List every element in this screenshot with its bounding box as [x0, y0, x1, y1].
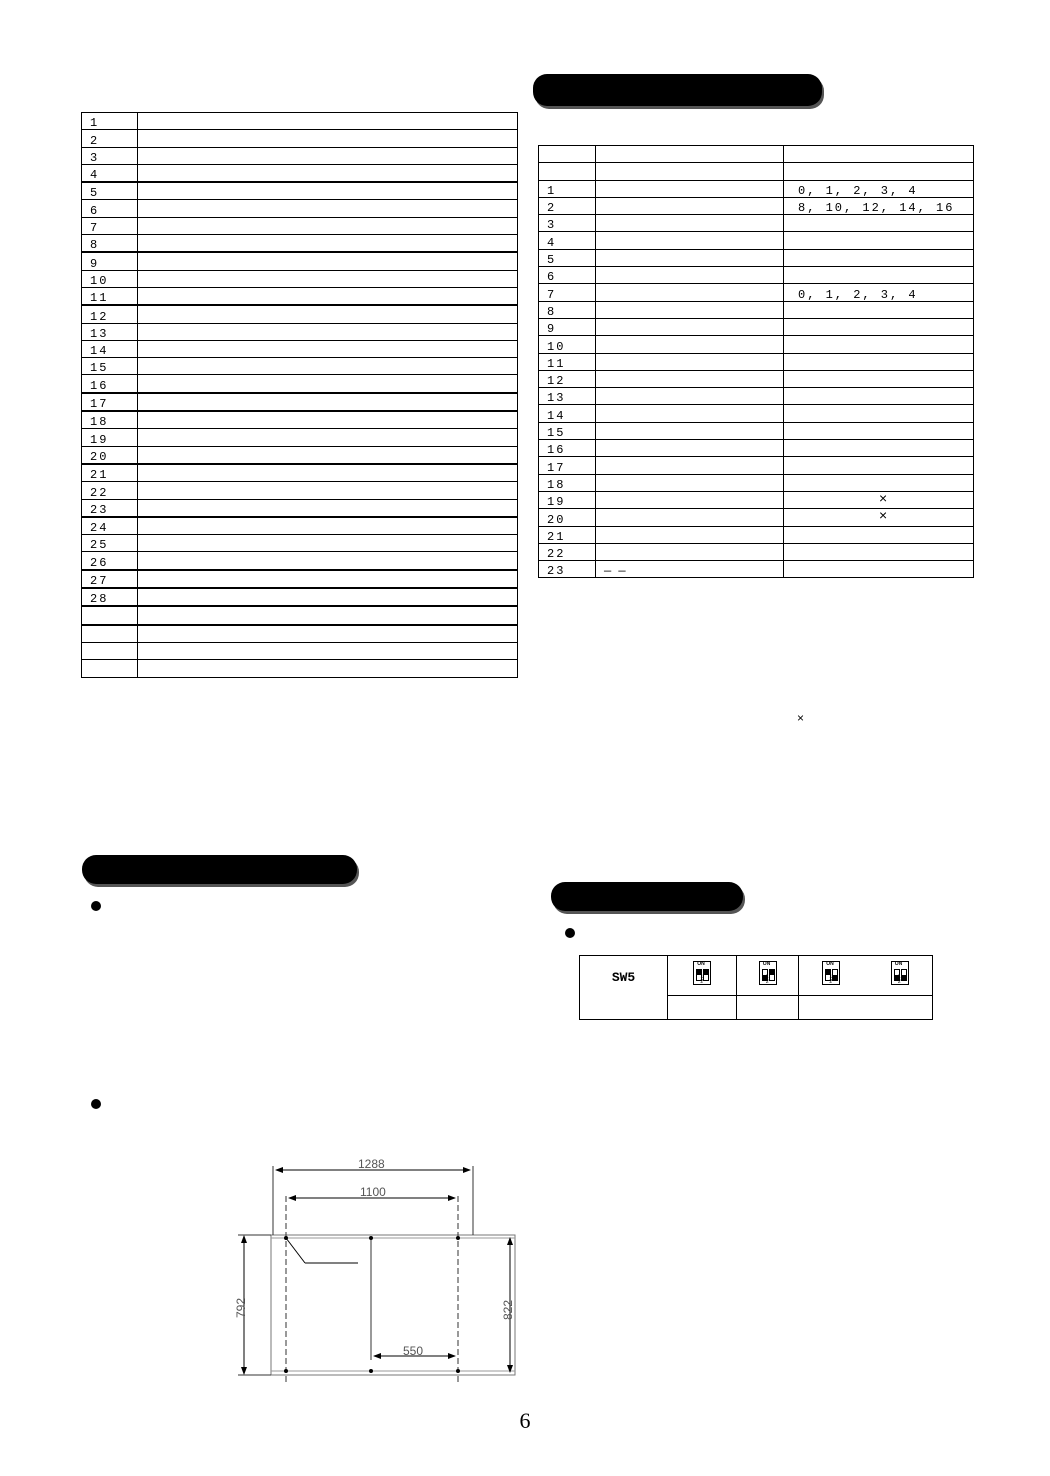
table-row	[539, 301, 974, 318]
row-number: 20	[82, 446, 138, 464]
row-number: 18	[82, 411, 138, 429]
row-number: 19	[539, 491, 596, 508]
row-number: 5	[82, 182, 138, 200]
table-row	[82, 323, 518, 340]
x-mark-icon: ×	[879, 490, 888, 506]
row-description	[138, 625, 518, 643]
row-number: 11	[539, 353, 596, 370]
table-row	[539, 249, 974, 266]
row-description	[138, 393, 518, 411]
table-row	[82, 287, 518, 305]
row-number	[82, 625, 138, 643]
row-description	[138, 499, 518, 517]
row-parameter	[596, 180, 784, 197]
row-parameter	[596, 215, 784, 232]
table-row	[82, 358, 518, 375]
row-parameter	[596, 526, 784, 543]
row-value	[784, 457, 974, 474]
table-row	[539, 353, 974, 370]
table-row	[82, 606, 518, 624]
table-row	[539, 405, 974, 422]
table-row	[82, 235, 518, 253]
table-row	[539, 543, 974, 560]
row-number: 19	[82, 429, 138, 446]
row-value	[784, 526, 974, 543]
row-number: 17	[82, 393, 138, 411]
row-description	[138, 660, 518, 677]
row-parameter	[596, 146, 784, 163]
table-row	[82, 113, 518, 130]
row-description	[138, 411, 518, 429]
row-description	[138, 200, 518, 217]
table-row	[82, 570, 518, 588]
row-number: 17	[539, 457, 596, 474]
row-description	[138, 305, 518, 323]
row-number: 3	[82, 147, 138, 164]
row-description	[138, 517, 518, 535]
row-number: 4	[82, 164, 138, 182]
table-row	[82, 535, 518, 552]
row-parameter	[596, 318, 784, 335]
row-description	[138, 482, 518, 499]
row-value	[784, 405, 974, 422]
dip-switch-icon: ON 1 2	[822, 961, 840, 985]
row-value	[784, 267, 974, 284]
row-number	[82, 642, 138, 659]
row-description	[138, 552, 518, 570]
table-row	[82, 660, 518, 677]
mounting-dimension-drawing	[220, 1150, 530, 1390]
row-number: 1	[82, 113, 138, 130]
row-parameter: — —	[596, 561, 784, 578]
row-description	[138, 535, 518, 552]
dimension-label: 1288	[358, 1157, 385, 1171]
table-row	[82, 429, 518, 446]
row-number: 27	[82, 570, 138, 588]
row-number: 21	[539, 526, 596, 543]
row-parameter	[596, 474, 784, 491]
row-value: 0, 1, 2, 3, 4	[784, 180, 974, 197]
row-number: 13	[82, 323, 138, 340]
row-parameter	[596, 249, 784, 266]
row-description	[138, 340, 518, 357]
row-value	[784, 163, 974, 180]
row-number: 23	[82, 499, 138, 517]
row-value	[784, 146, 974, 163]
dimension-label: 1100	[360, 1185, 386, 1199]
table-row	[539, 284, 974, 301]
row-description	[138, 606, 518, 624]
row-value	[784, 318, 974, 335]
row-description	[138, 464, 518, 482]
row-number: 4	[539, 232, 596, 249]
row-number: 15	[539, 422, 596, 439]
row-description	[138, 570, 518, 588]
row-value: 8, 10, 12, 14, 16	[784, 197, 974, 214]
dip-switch-icon: ON 1 2	[759, 961, 777, 985]
table-row	[539, 180, 974, 197]
table-row	[82, 375, 518, 393]
table-row	[539, 146, 974, 163]
x-mark-icon: ×	[879, 507, 888, 523]
row-parameter	[596, 232, 784, 249]
row-number: 13	[539, 388, 596, 405]
row-description	[138, 446, 518, 464]
row-parameter	[596, 336, 784, 353]
row-description	[138, 235, 518, 253]
row-value	[784, 353, 974, 370]
row-description	[138, 287, 518, 305]
row-number: 9	[539, 318, 596, 335]
row-parameter	[596, 267, 784, 284]
table-row	[82, 270, 518, 287]
row-number: 18	[539, 474, 596, 491]
row-parameter	[596, 388, 784, 405]
row-number: 10	[82, 270, 138, 287]
row-number: 22	[82, 482, 138, 499]
table-row	[539, 509, 974, 526]
table-row	[539, 457, 974, 474]
section-heading-bar	[533, 74, 822, 106]
row-parameter	[596, 197, 784, 214]
row-number: 11	[82, 287, 138, 305]
row-value	[784, 388, 974, 405]
row-number: 23	[539, 561, 596, 578]
row-description	[138, 323, 518, 340]
row-number: 14	[539, 405, 596, 422]
table-row	[539, 267, 974, 284]
table-row	[539, 232, 974, 249]
table-row	[539, 526, 974, 543]
table-row	[539, 388, 974, 405]
row-number: 22	[539, 543, 596, 560]
row-parameter	[596, 370, 784, 387]
table-row	[539, 422, 974, 439]
table-row	[82, 446, 518, 464]
table-row	[82, 252, 518, 270]
row-value	[784, 215, 974, 232]
row-parameter	[596, 491, 784, 508]
row-number: 16	[539, 440, 596, 457]
dip-switch-icon: ON 1 2	[693, 961, 711, 985]
row-description	[138, 164, 518, 182]
row-number: 12	[82, 305, 138, 323]
row-value	[784, 440, 974, 457]
table-row	[539, 370, 974, 387]
table-row	[82, 182, 518, 200]
x-mark-icon: ×	[797, 711, 805, 725]
table-row	[82, 625, 518, 643]
table-row	[539, 440, 974, 457]
row-description	[138, 429, 518, 446]
row-number: 16	[82, 375, 138, 393]
row-number: 15	[82, 358, 138, 375]
row-parameter	[596, 284, 784, 301]
row-description	[138, 642, 518, 659]
row-number: 25	[82, 535, 138, 552]
row-number: 2	[82, 130, 138, 147]
table-row	[82, 588, 518, 606]
table-row	[539, 474, 974, 491]
row-description	[138, 588, 518, 606]
row-number: 21	[82, 464, 138, 482]
bullet-icon	[91, 901, 101, 911]
row-value	[784, 370, 974, 387]
row-value	[784, 561, 974, 578]
sw5-dip-switch-table	[579, 955, 933, 1020]
row-description	[138, 130, 518, 147]
row-number: 9	[82, 252, 138, 270]
table-row	[82, 499, 518, 517]
row-number: 14	[82, 340, 138, 357]
table-row	[82, 552, 518, 570]
row-parameter	[596, 543, 784, 560]
row-value	[784, 249, 974, 266]
table-row	[82, 147, 518, 164]
row-value	[784, 336, 974, 353]
row-parameter	[596, 163, 784, 180]
page-number: 6	[519, 1408, 531, 1433]
table-row	[82, 464, 518, 482]
row-value	[784, 543, 974, 560]
table-row	[82, 130, 518, 147]
table-row	[82, 517, 518, 535]
table-row	[82, 411, 518, 429]
row-number: 6	[82, 200, 138, 217]
row-number: 7	[539, 284, 596, 301]
dimension-label: 550	[403, 1344, 424, 1358]
row-value	[784, 474, 974, 491]
table-row	[539, 318, 974, 335]
row-number: 2	[539, 197, 596, 214]
left-parts-table	[81, 112, 518, 678]
bullet-icon	[91, 1099, 101, 1109]
table-row	[539, 561, 974, 578]
table-row	[82, 200, 518, 217]
row-description	[138, 252, 518, 270]
row-number: 12	[539, 370, 596, 387]
row-value	[784, 232, 974, 249]
row-value: 0, 1, 2, 3, 4	[784, 284, 974, 301]
row-number	[539, 146, 596, 163]
table-row	[539, 163, 974, 180]
row-number: 10	[539, 336, 596, 353]
bullet-icon	[565, 928, 575, 938]
row-number: 24	[82, 517, 138, 535]
table-row	[82, 482, 518, 499]
right-parameter-table	[538, 145, 974, 578]
row-parameter	[596, 353, 784, 370]
row-number: 1	[539, 180, 596, 197]
row-number	[82, 606, 138, 624]
row-parameter	[596, 509, 784, 526]
row-description	[138, 358, 518, 375]
row-number: 3	[539, 215, 596, 232]
dimension-label: 822	[501, 1299, 515, 1320]
table-row	[82, 642, 518, 659]
row-parameter	[596, 422, 784, 439]
table-row	[539, 491, 974, 508]
row-description	[138, 147, 518, 164]
section-heading-bar	[82, 855, 357, 884]
table-row	[539, 197, 974, 214]
section-heading-bar	[551, 882, 743, 911]
row-number: 5	[539, 249, 596, 266]
row-parameter	[596, 301, 784, 318]
row-number: 8	[539, 301, 596, 318]
table-row	[82, 217, 518, 234]
row-parameter	[596, 405, 784, 422]
row-description	[138, 182, 518, 200]
row-parameter	[596, 457, 784, 474]
row-value	[784, 422, 974, 439]
row-number	[82, 660, 138, 677]
row-number: 7	[82, 217, 138, 234]
dimension-label: 792	[234, 1297, 248, 1318]
row-description	[138, 375, 518, 393]
row-number: 6	[539, 267, 596, 284]
row-description	[138, 270, 518, 287]
row-number	[539, 163, 596, 180]
row-number: 26	[82, 552, 138, 570]
dip-switch-icon: ON 1 2	[891, 961, 909, 985]
row-number: 8	[82, 235, 138, 253]
row-value	[784, 301, 974, 318]
row-description	[138, 113, 518, 130]
row-number: 20	[539, 509, 596, 526]
sw5-label: SW5	[611, 970, 636, 985]
row-parameter	[596, 440, 784, 457]
table-row	[539, 336, 974, 353]
table-row	[82, 340, 518, 357]
table-row	[82, 393, 518, 411]
table-row	[82, 164, 518, 182]
row-description	[138, 217, 518, 234]
table-row	[539, 215, 974, 232]
table-row	[82, 305, 518, 323]
row-number: 28	[82, 588, 138, 606]
